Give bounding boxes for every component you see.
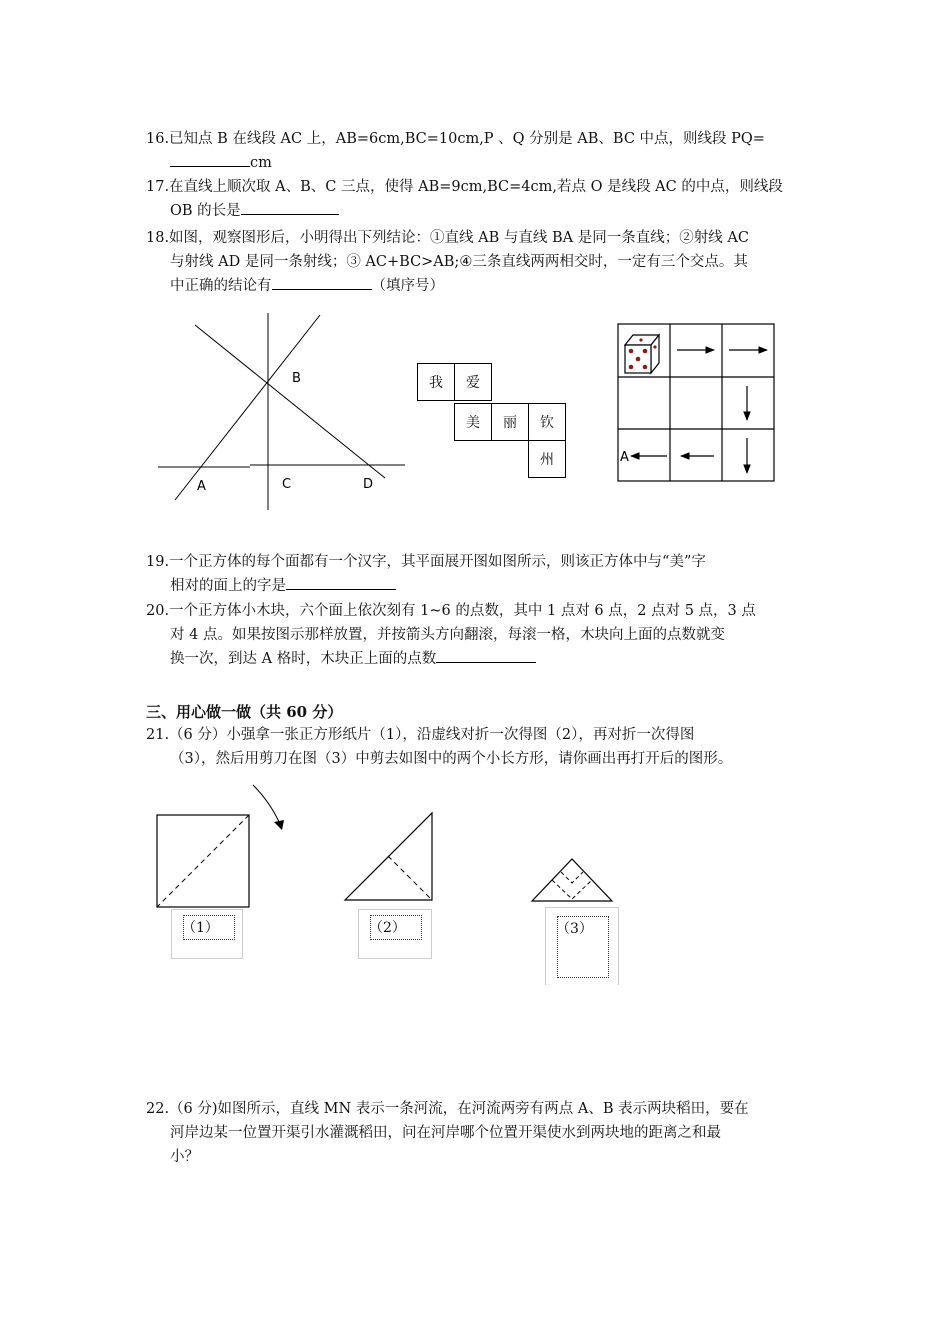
- label-c: C: [282, 477, 292, 492]
- q20-text: 20.一个正方体小木块，六个面上依次刻有 1~6 的点数，其中 1 点对 6 点，2 点对 5 点，3 点: [146, 603, 756, 619]
- q20-text-2: 对 4 点。如果按图示那样放置，并按箭头方向翻滚，每滚一格，木块向上面的点数就变: [170, 627, 725, 643]
- label-b: B: [292, 371, 301, 386]
- fold-label-box-3: [545, 907, 619, 985]
- rolling-grid: [617, 323, 777, 483]
- net-cell-li: 丽: [491, 403, 529, 441]
- question-16: [146, 127, 816, 175]
- q18-text-2: 与射线 AD 是同一条射线；③ AC+BC>AB;④三条直线两两相交时，一定有三个交点。其: [170, 254, 748, 270]
- q18-text: 18.如图，观察图形后，小明得出下列结论：①直线 AB 与直线 BA 是同一条直线；②射线 AC: [146, 230, 749, 246]
- fold-label-box-1: [171, 909, 243, 959]
- q18-text-3: 中正确的结论有: [170, 278, 272, 294]
- q19-text-2: 相对的面上的字是: [170, 578, 286, 594]
- q16-text: 16.已知点 B 在线段 AC 上，AB=6cm,BC=10cm,P 、Q 分别是 AB、BC 中点，则线段 PQ=: [146, 131, 765, 147]
- fold-figure-1: [150, 782, 300, 912]
- net-cell-qin: 钦: [528, 403, 566, 441]
- q19-text: 19.一个正方体的每个面都有一个汉字，其平面展开图如图所示，则该正方体中与“美”字: [146, 554, 706, 570]
- net-cell-zhou: 州: [528, 440, 566, 478]
- fold-label-1: （1）: [182, 920, 219, 936]
- line-ab: [175, 315, 320, 500]
- lines-figure: [155, 310, 415, 515]
- q21-text-2: （3），然后用剪刀在图（3）中剪去如图中的两个小长方形，请你画出再打开后的图形。: [170, 751, 733, 767]
- q17-text-2: OB 的长是: [170, 203, 241, 219]
- fold-figure-3: [528, 855, 620, 905]
- q18-tail: （填序号）: [371, 278, 444, 294]
- section-title: 三、用心做一做（共 60 分）: [146, 703, 343, 721]
- label-a: A: [197, 479, 206, 494]
- q16-blank[interactable]: [170, 152, 250, 167]
- q20-text-3: 换一次，到达 A 格时，木块正上面的点数: [170, 651, 437, 667]
- question-17: [146, 175, 816, 223]
- fold-label-box-2: [358, 909, 432, 959]
- q17-text: 17.在直线上顺次取 A、B、C 三点，使得 AB=9cm,BC=4cm,若点 O 是线段 AC 的中点，则线段: [146, 179, 783, 195]
- question-21: [146, 723, 816, 771]
- line-bd: [195, 325, 385, 478]
- q22-text-3: 小？: [170, 1149, 199, 1165]
- question-20: [146, 599, 816, 671]
- question-19: [146, 550, 816, 598]
- q21-text: 21.（6 分）小强拿一张正方形纸片（1），沿虚线对折一次得图（2），再对折一次得图: [146, 727, 695, 743]
- q22-text-2: 河岸边某一位置开渠引水灌溉稻田，问在河岸哪个位置开渠使水到两块地的距离之和最: [170, 1125, 721, 1141]
- arrow-down-icon: [274, 820, 284, 830]
- q20-blank[interactable]: [436, 648, 536, 663]
- q19-blank[interactable]: [286, 575, 396, 590]
- label-d: D: [363, 477, 374, 492]
- fold-label-2: （2）: [369, 920, 406, 936]
- die-icon: [625, 335, 659, 373]
- fold-figure-2: [340, 808, 440, 908]
- q16-unit: cm: [250, 155, 272, 171]
- net-cell-wo: 我: [417, 363, 455, 401]
- grid-label-a: A: [620, 450, 629, 465]
- question-22: [146, 1097, 816, 1169]
- net-cell-ai: 爱: [454, 363, 492, 401]
- fold-label-3: （3）: [556, 921, 593, 937]
- q22-text: 22.（6 分)如图所示，直线 MN 表示一条河流，在河流两旁有两点 A、B 表示两块稻田，要在: [146, 1101, 749, 1117]
- question-18: [146, 226, 816, 298]
- q17-blank[interactable]: [241, 200, 339, 215]
- q18-blank[interactable]: [272, 275, 372, 290]
- net-cell-mei: 美: [454, 403, 492, 441]
